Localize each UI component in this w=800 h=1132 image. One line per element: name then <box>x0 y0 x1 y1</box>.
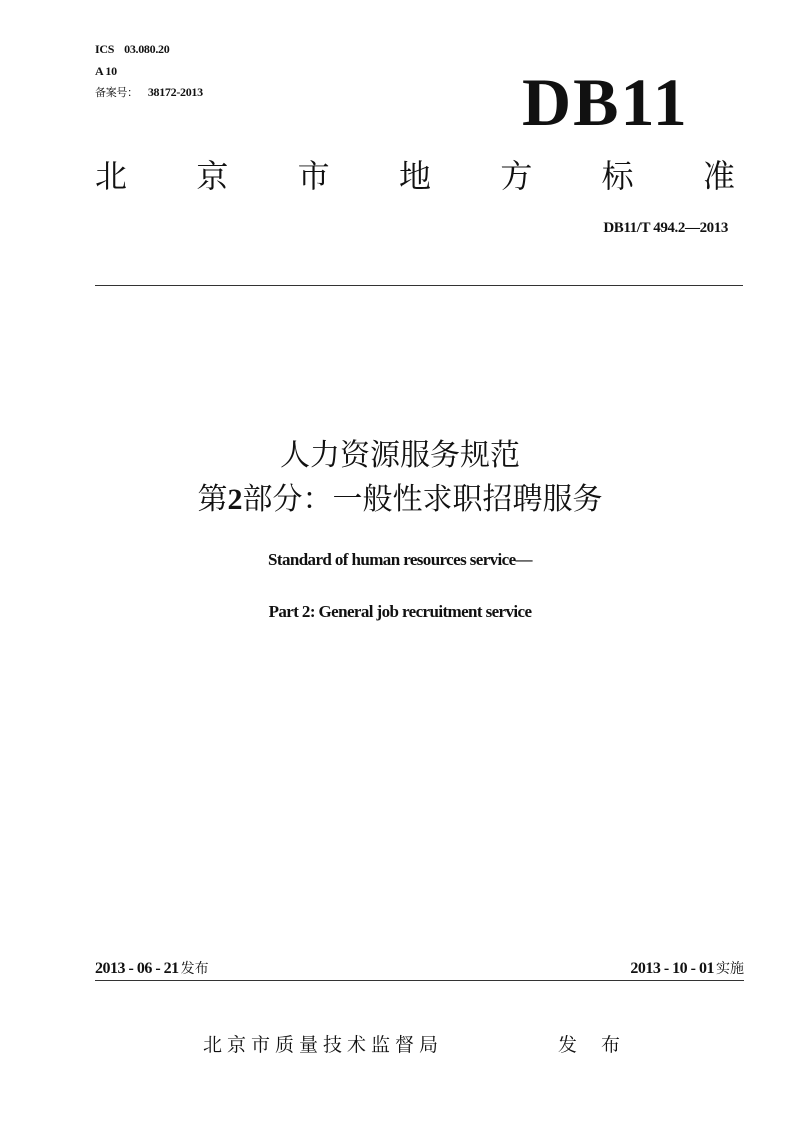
effective-date <box>630 958 744 980</box>
standard-type-char: 方 <box>500 157 533 195</box>
effective-date-value: 2013 - 10 - 01 <box>630 960 714 977</box>
standard-type-char: 北 <box>95 157 128 195</box>
chinese-title-line-1: 人力资源服务规范 <box>280 438 520 473</box>
record-value: 38172-2013 <box>147 85 203 99</box>
effective-date-action: 实施 <box>716 961 744 977</box>
title-part-rest: 部分：一般性求职招聘服务 <box>242 482 603 517</box>
header-divider <box>95 285 743 286</box>
standard-type-char: 准 <box>702 157 735 195</box>
publish-date-action: 发布 <box>180 961 209 977</box>
chinese-title-line-2 <box>0 480 800 520</box>
standard-type-char: 标 <box>601 157 634 195</box>
title-part-prefix: 第 <box>197 482 228 517</box>
title-part-number: 2 <box>227 483 243 516</box>
record-number <box>95 85 203 100</box>
english-title-line-2: Part 2: General job recruitment service <box>268 602 532 621</box>
ics-code <box>95 42 169 56</box>
issuing-organization: 北京市质量技术监督局 <box>203 1034 444 1056</box>
standard-type-title <box>95 154 735 198</box>
publish-date-value: 2013 - 06 - 21 <box>95 960 179 977</box>
record-label: 备案号： <box>95 86 138 99</box>
db11-logo: DB11 <box>522 64 689 140</box>
standard-type-char: 市 <box>297 157 330 195</box>
issuing-action: 发 布 <box>558 1034 630 1056</box>
standard-number: DB11/T 494.2—2013 <box>603 220 728 236</box>
standard-type-char: 京 <box>196 157 229 195</box>
classification-code: A 10 <box>95 64 117 78</box>
publish-date <box>95 958 209 980</box>
standard-type-char: 地 <box>398 157 431 195</box>
ics-label: ICS <box>95 42 115 56</box>
ics-value: 03.080.20 <box>124 42 170 56</box>
english-title-line-1: Standard of human resources service— <box>268 550 532 569</box>
date-divider <box>95 980 744 981</box>
